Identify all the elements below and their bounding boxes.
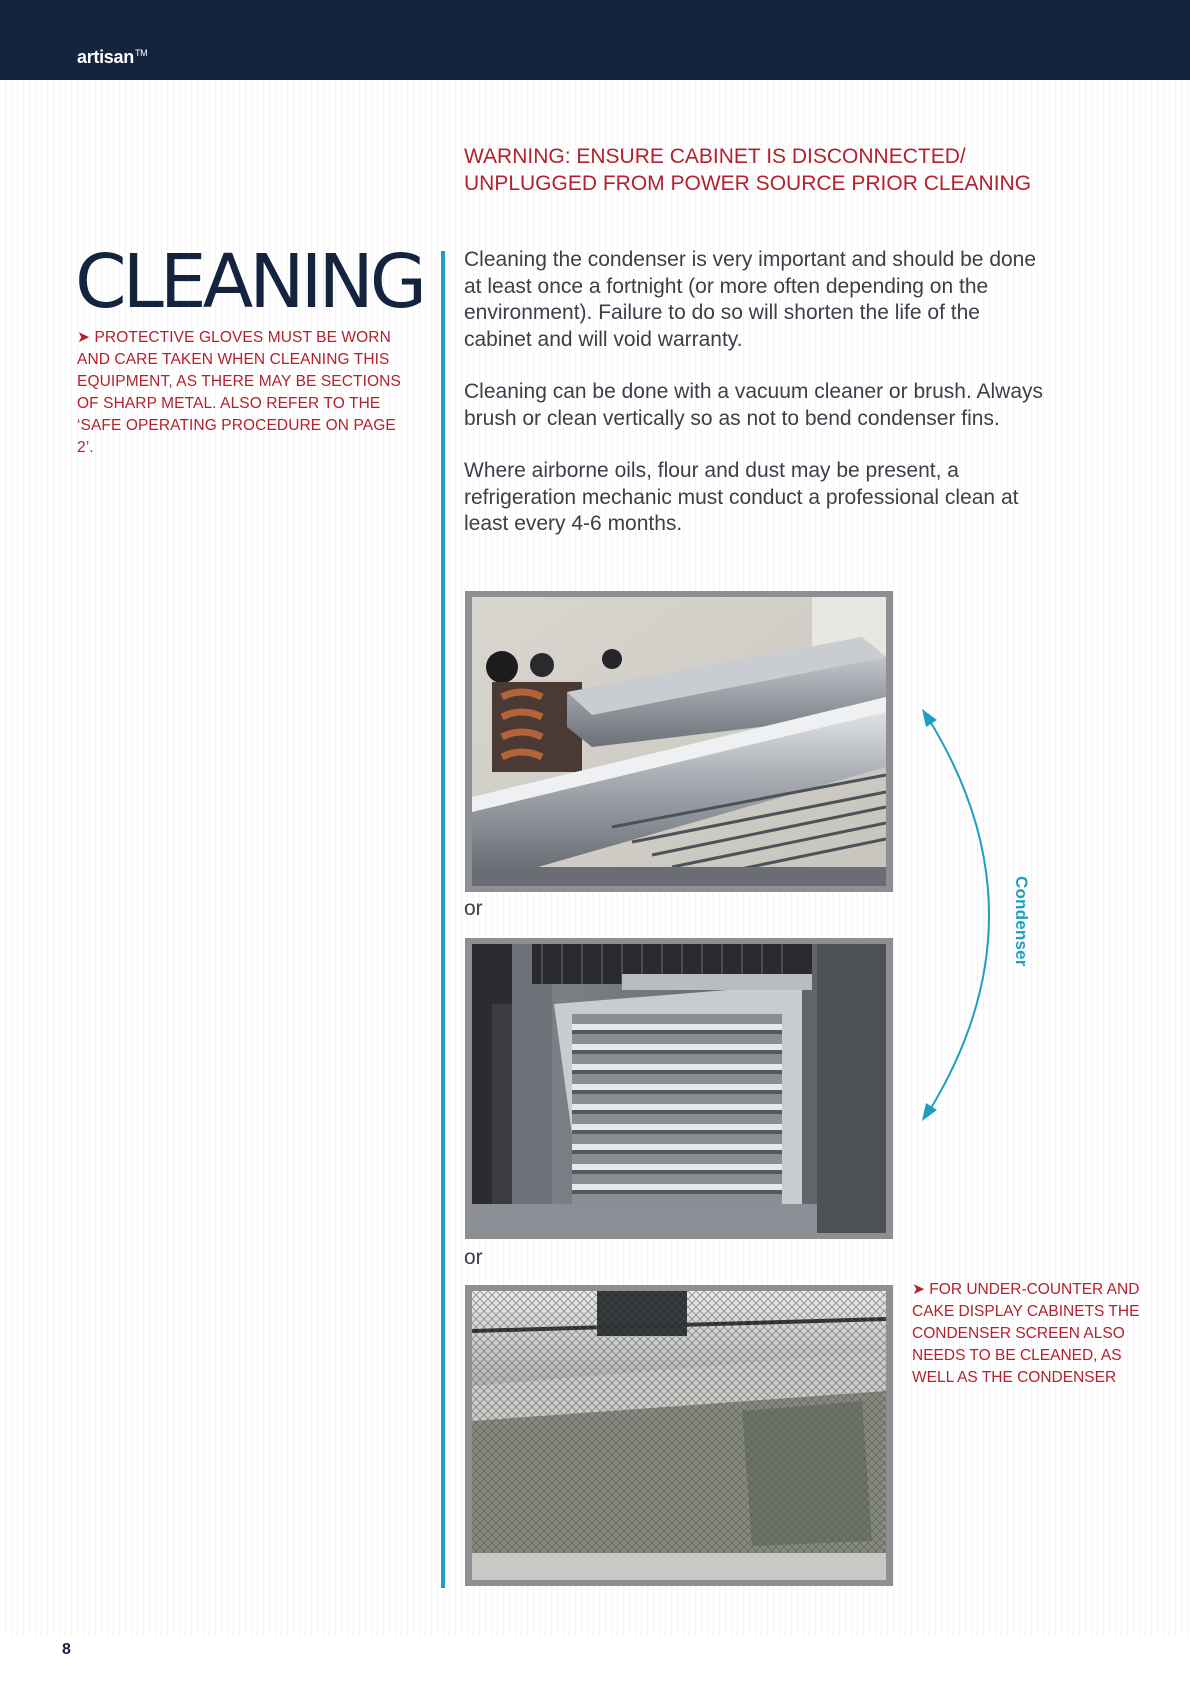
condenser-photo-vertical-image — [472, 944, 886, 1233]
header-bar — [0, 0, 1190, 80]
paragraph-importance: Cleaning the condenser is very important and should be done at least once a fortnight (or more often depending on the environment). Failure to do so will shorten the life of the cabinet and will void warranty. — [464, 248, 1037, 351]
column-divider — [441, 251, 445, 1588]
condenser-screen-photo-image — [472, 1291, 886, 1580]
condenser-photo-horizontal — [465, 591, 893, 892]
brand-name: artisan — [77, 47, 134, 67]
condenser-label: Condenser — [1012, 876, 1031, 967]
paragraph-method: Cleaning can be done with a vacuum cleaner or brush. Always brush or clean vertically so as not to bend condenser fins. — [464, 380, 1043, 430]
condenser-screen-photo — [465, 1285, 893, 1586]
or-separator-1: or — [464, 897, 483, 920]
footer — [0, 1636, 1190, 1684]
page-title: CLEANING — [75, 239, 424, 325]
warning-line-1: WARNING: ENSURE CABINET IS DISCONNECTED/ — [464, 145, 966, 168]
warning-notice — [464, 143, 1084, 197]
arrowhead-down-icon — [922, 1103, 937, 1121]
gloves-safety-note: ➤ PROTECTIVE GLOVES MUST BE WORN AND CARE TAKEN WHEN CLEANING THIS EQUIPMENT, AS THERE MAY BE SECTIONS OF SHARP METAL. ALSO REFER TO THE ‘SAFE OPERATING PROCEDURE ON PAGE 2’. — [77, 329, 401, 456]
arrowhead-up-icon — [922, 709, 937, 727]
page-number: 8 — [62, 1641, 71, 1658]
condenser-photo-horizontal-image — [472, 597, 886, 886]
trademark-mark: TM — [134, 48, 148, 58]
paragraph-professional-clean: Where airborne oils, flour and dust may be present, a refrigeration mechanic must conduct a professional clean at least every 4-6 months. — [464, 459, 1019, 535]
condenser-screen-note: ➤ FOR UNDER-COUNTER AND CAKE DISPLAY CABINETS THE CONDENSER SCREEN ALSO NEEDS TO BE CLEANED, AS WELL AS THE CONDENSER — [912, 1281, 1140, 1386]
or-separator-2: or — [464, 1246, 483, 1269]
condenser-photo-vertical — [465, 938, 893, 1239]
warning-line-2: UNPLUGGED FROM POWER SOURCE PRIOR CLEANING — [464, 172, 1032, 195]
brand-logo — [77, 47, 147, 68]
body-text — [464, 247, 1044, 564]
